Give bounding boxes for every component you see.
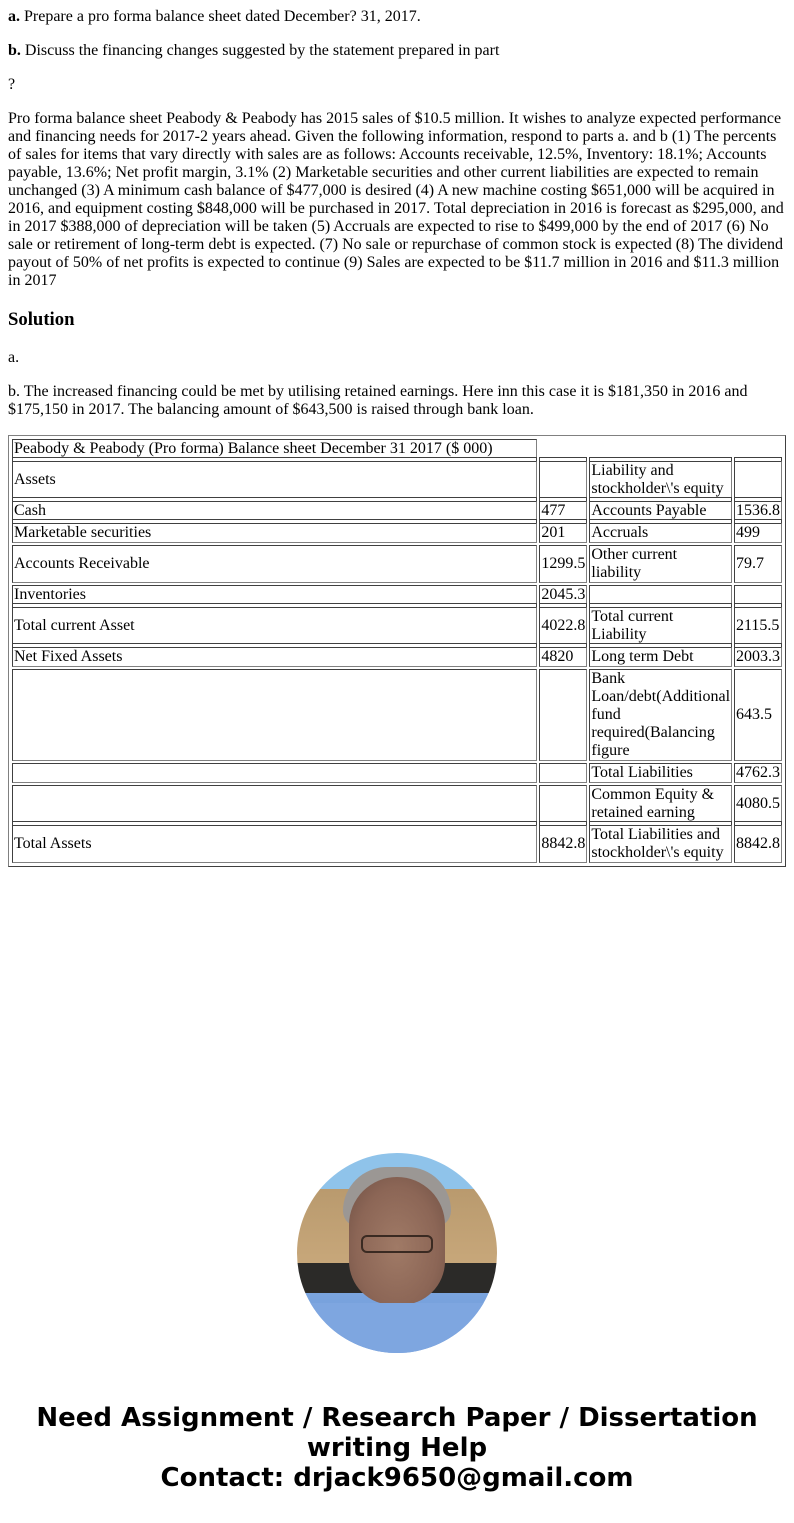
avatar-shirt [297, 1303, 497, 1353]
liability-label: Total Liabilities [589, 763, 732, 783]
table-row [12, 647, 782, 667]
asset-label: Total Assets [12, 825, 537, 863]
asset-value: 4022.8 [539, 607, 587, 645]
liability-value [734, 585, 782, 605]
table-row [12, 523, 782, 543]
asset-value: 4820 [539, 647, 587, 667]
promo-banner [0, 1403, 794, 1493]
table-row [12, 501, 782, 521]
liability-value [734, 461, 782, 499]
liability-value: 2115.5 [734, 607, 782, 645]
asset-value [539, 669, 587, 761]
liability-label: Accounts Payable [589, 501, 732, 521]
table-title: Peabody & Peabody (Pro forma) Balance sheet December 31 2017 ($ 000) [12, 439, 537, 459]
asset-value: 1299.5 [539, 545, 587, 583]
solution-heading: Solution [8, 309, 75, 330]
promo-contact: Contact: drjack9650@gmail.com [160, 1463, 634, 1493]
asset-label [12, 669, 537, 761]
liability-value: 8842.8 [734, 825, 782, 863]
asset-value: 201 [539, 523, 587, 543]
liability-label: Total current Liability [589, 607, 732, 645]
part-a-label: a. [8, 8, 20, 25]
table-row [12, 669, 782, 761]
liability-label [589, 585, 732, 605]
asset-label [12, 785, 537, 823]
question-part-a [8, 8, 421, 26]
problem-text: Pro forma balance sheet Peabody & Peabody has 2015 sales of $10.5 million. It wishes to analyze expected performance and financing needs for 2017-2 years ahead. Given the following information, respond to parts a. and b (1) The percents of sales for items that vary directly with sales are as follows: Accounts receivable, 12.5%, Inventory: 18.1%; Accounts payable, 13.6%; Net profit margin, 3.1% (2) Marketable securities and other current liabilities are expected to remain unchanged (3) A minimum cash balance of $477,000 is desired (4) A new machine costing $651,000 will be acquired in 2016, and equipment costing $848,000 will be purchased in 2017. Total depreciation in 2016 is forecast as $295,000, and in 2017 $388,000 of depreciation will be taken (5) Accruals are expected to rise to $499,000 by the end of 2017 (6) No sale or retirement of long-term debt is expected. (7) No sale or repurchase of common stock is expected (8) The dividend payout of 50% of net profits is expected to continue (9) Sales are expected to be $11.7 million in 2016 and $11.3 million in 2017 [8, 110, 784, 289]
liability-label: Total Liabilities and stockholder\'s equity [589, 825, 732, 863]
liability-label: Accruals [589, 523, 732, 543]
solution-part-b: b. The increased financing could be met by utilising retained earnings. Here inn this case it is $181,350 in 2016 and $175,150 in 2017. The balancing amount of $643,500 is raised through bank loan. [8, 383, 748, 418]
asset-value: 8842.8 [539, 825, 587, 863]
asset-value [539, 785, 587, 823]
table-row [12, 607, 782, 645]
asset-value [539, 763, 587, 783]
asset-label: Accounts Receivable [12, 545, 537, 583]
asset-label [12, 763, 537, 783]
asset-value: 2045.3 [541, 586, 586, 603]
asset-label: Assets [12, 461, 537, 499]
table-row [12, 585, 782, 605]
title-blank-cell [539, 439, 782, 459]
asset-label: Cash [12, 501, 537, 521]
asset-label: Marketable securities [12, 523, 537, 543]
promo-line-2: writing Help [306, 1433, 488, 1463]
liability-value: 643.5 [734, 669, 782, 761]
liability-label: Bank Loan/debt(Additional fund required(Balancing figure [591, 670, 731, 759]
liability-value: 2003.3 [736, 648, 780, 665]
liability-value: 4080.5 [734, 785, 782, 823]
balance-sheet-table [8, 435, 786, 867]
asset-label: Inventories [12, 585, 537, 605]
author-photo-icon [297, 1153, 497, 1353]
table-row [12, 825, 782, 863]
asset-label: Net Fixed Assets [12, 647, 537, 667]
table-row [12, 763, 782, 783]
avatar-glasses [361, 1235, 433, 1253]
liability-label: Other current liability [589, 545, 732, 583]
liability-label: Liability and stockholder\'s equity [589, 461, 732, 499]
liability-value: 4762.3 [736, 764, 780, 781]
asset-label: Total current Asset [12, 607, 537, 645]
table-row [12, 545, 782, 583]
part-a-text: Prepare a pro forma balance sheet dated December? 31, 2017. [20, 8, 421, 25]
part-b-label: b. [8, 42, 21, 59]
table-row [12, 461, 782, 499]
question-mark: ? [8, 76, 16, 93]
table-title-row [12, 439, 782, 459]
asset-value: 477 [539, 501, 587, 521]
table-row [12, 785, 782, 823]
question-part-b [8, 42, 499, 60]
promo-line-1: Need Assignment / Research Paper / Dissertation [36, 1403, 758, 1433]
part-b-text: Discuss the financing changes suggested by the statement prepared in part [20, 42, 500, 59]
liability-value: 499 [734, 523, 782, 543]
liability-label: Long term Debt [589, 647, 732, 667]
solution-part-a: a. [8, 349, 20, 366]
liability-value: 79.7 [734, 545, 782, 583]
liability-label: Common Equity & retained earning [589, 785, 732, 823]
asset-value [539, 461, 587, 499]
liability-value: 1536.8 [736, 502, 780, 519]
